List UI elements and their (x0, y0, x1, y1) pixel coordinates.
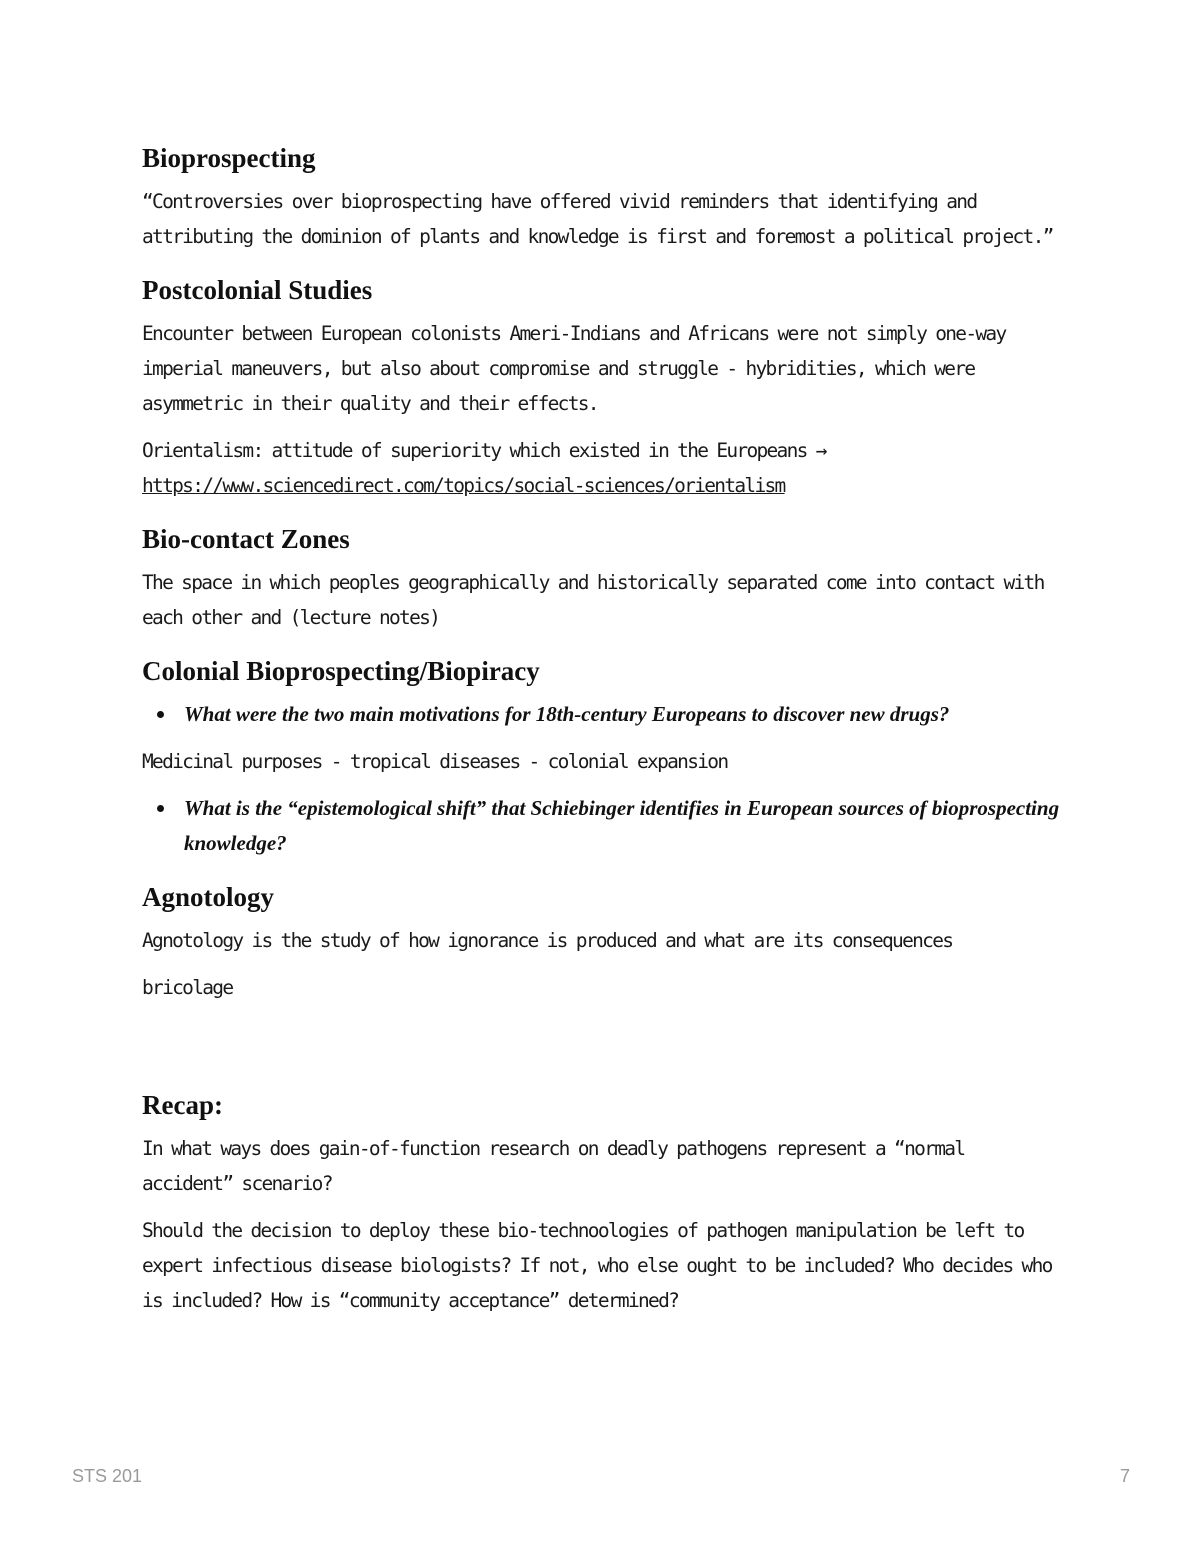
question-epistemological-shift: What is the “epistemological shift” that Schiebinger identifies in European sources of bioprospecting knowledge? (184, 796, 1060, 855)
heading-colonial-bioprospecting: Colonial Bioprospecting/Biopiracy (142, 656, 540, 686)
spacer (142, 1023, 1062, 1087)
section-colonial-bioprospecting (142, 653, 1062, 861)
section-postcolonial-studies (142, 272, 1062, 503)
bullet-icon (157, 805, 164, 812)
section-agnotology (142, 879, 1062, 1005)
heading-postcolonial-studies: Postcolonial Studies (142, 275, 373, 305)
paragraph-bio-contact-zones: The space in which peoples geographically and historically separated come into contact with each other and (lecture notes) (142, 571, 1044, 629)
question-list-2 (142, 791, 1062, 861)
section-bio-contact-zones (142, 521, 1062, 635)
orientalism-link[interactable]: https://www.sciencedirect.com/topics/social-sciences/orientalism (142, 474, 785, 497)
paragraph-recap-normal-accident: In what ways does gain-of-function research on deadly pathogens represent a “normal accident” scenario? (142, 1137, 965, 1195)
footer-course: STS 201 (72, 1466, 143, 1486)
heading-recap: Recap: (142, 1090, 223, 1120)
answer-motivations: Medicinal purposes - tropical diseases - colonial expansion (142, 750, 728, 773)
orientalism-text: Orientalism: attitude of superiority which existed in the Europeans → (142, 439, 826, 462)
question-list-1 (142, 697, 1062, 732)
footer-page-number: 7 (1120, 1466, 1131, 1486)
paragraph-postcolonial-encounter: Encounter between European colonists Ameri-Indians and Africans were not simply one-way imperial maneuvers, but also about compromise and struggle - hybridities, which were asymmetric in their quality and their effects. (142, 322, 1006, 415)
section-recap (142, 1087, 1062, 1318)
heading-bio-contact-zones: Bio-contact Zones (142, 524, 350, 554)
heading-agnotology: Agnotology (142, 882, 275, 912)
paragraph-agnotology: Agnotology is the study of how ignorance is produced and what are its consequences (142, 929, 953, 952)
paragraph-bioprospecting-quote: “Controversies over bioprospecting have offered vivid reminders that identifying and attributing the dominion of plants and knowledge is first and foremost a political project.” (142, 190, 1053, 248)
paragraph-recap-decision: Should the decision to deploy these bio-technoologies of pathogen manipulation be left to expert infectious disease biologists? If not, who else ought to be included? Who decides who is included? How is “community acceptance” determined? (142, 1219, 1052, 1312)
document-body (142, 140, 1062, 1336)
note-bricolage: bricolage (142, 976, 233, 999)
section-bioprospecting (142, 140, 1062, 254)
paragraph-orientalism (142, 433, 1062, 503)
question-motivations: What were the two main motivations for 18th-century Europeans to discover new drugs? (184, 702, 950, 726)
heading-bioprospecting: Bioprospecting (142, 143, 316, 173)
list-item (142, 697, 1062, 732)
list-item (142, 791, 1062, 861)
bullet-icon (157, 711, 164, 718)
